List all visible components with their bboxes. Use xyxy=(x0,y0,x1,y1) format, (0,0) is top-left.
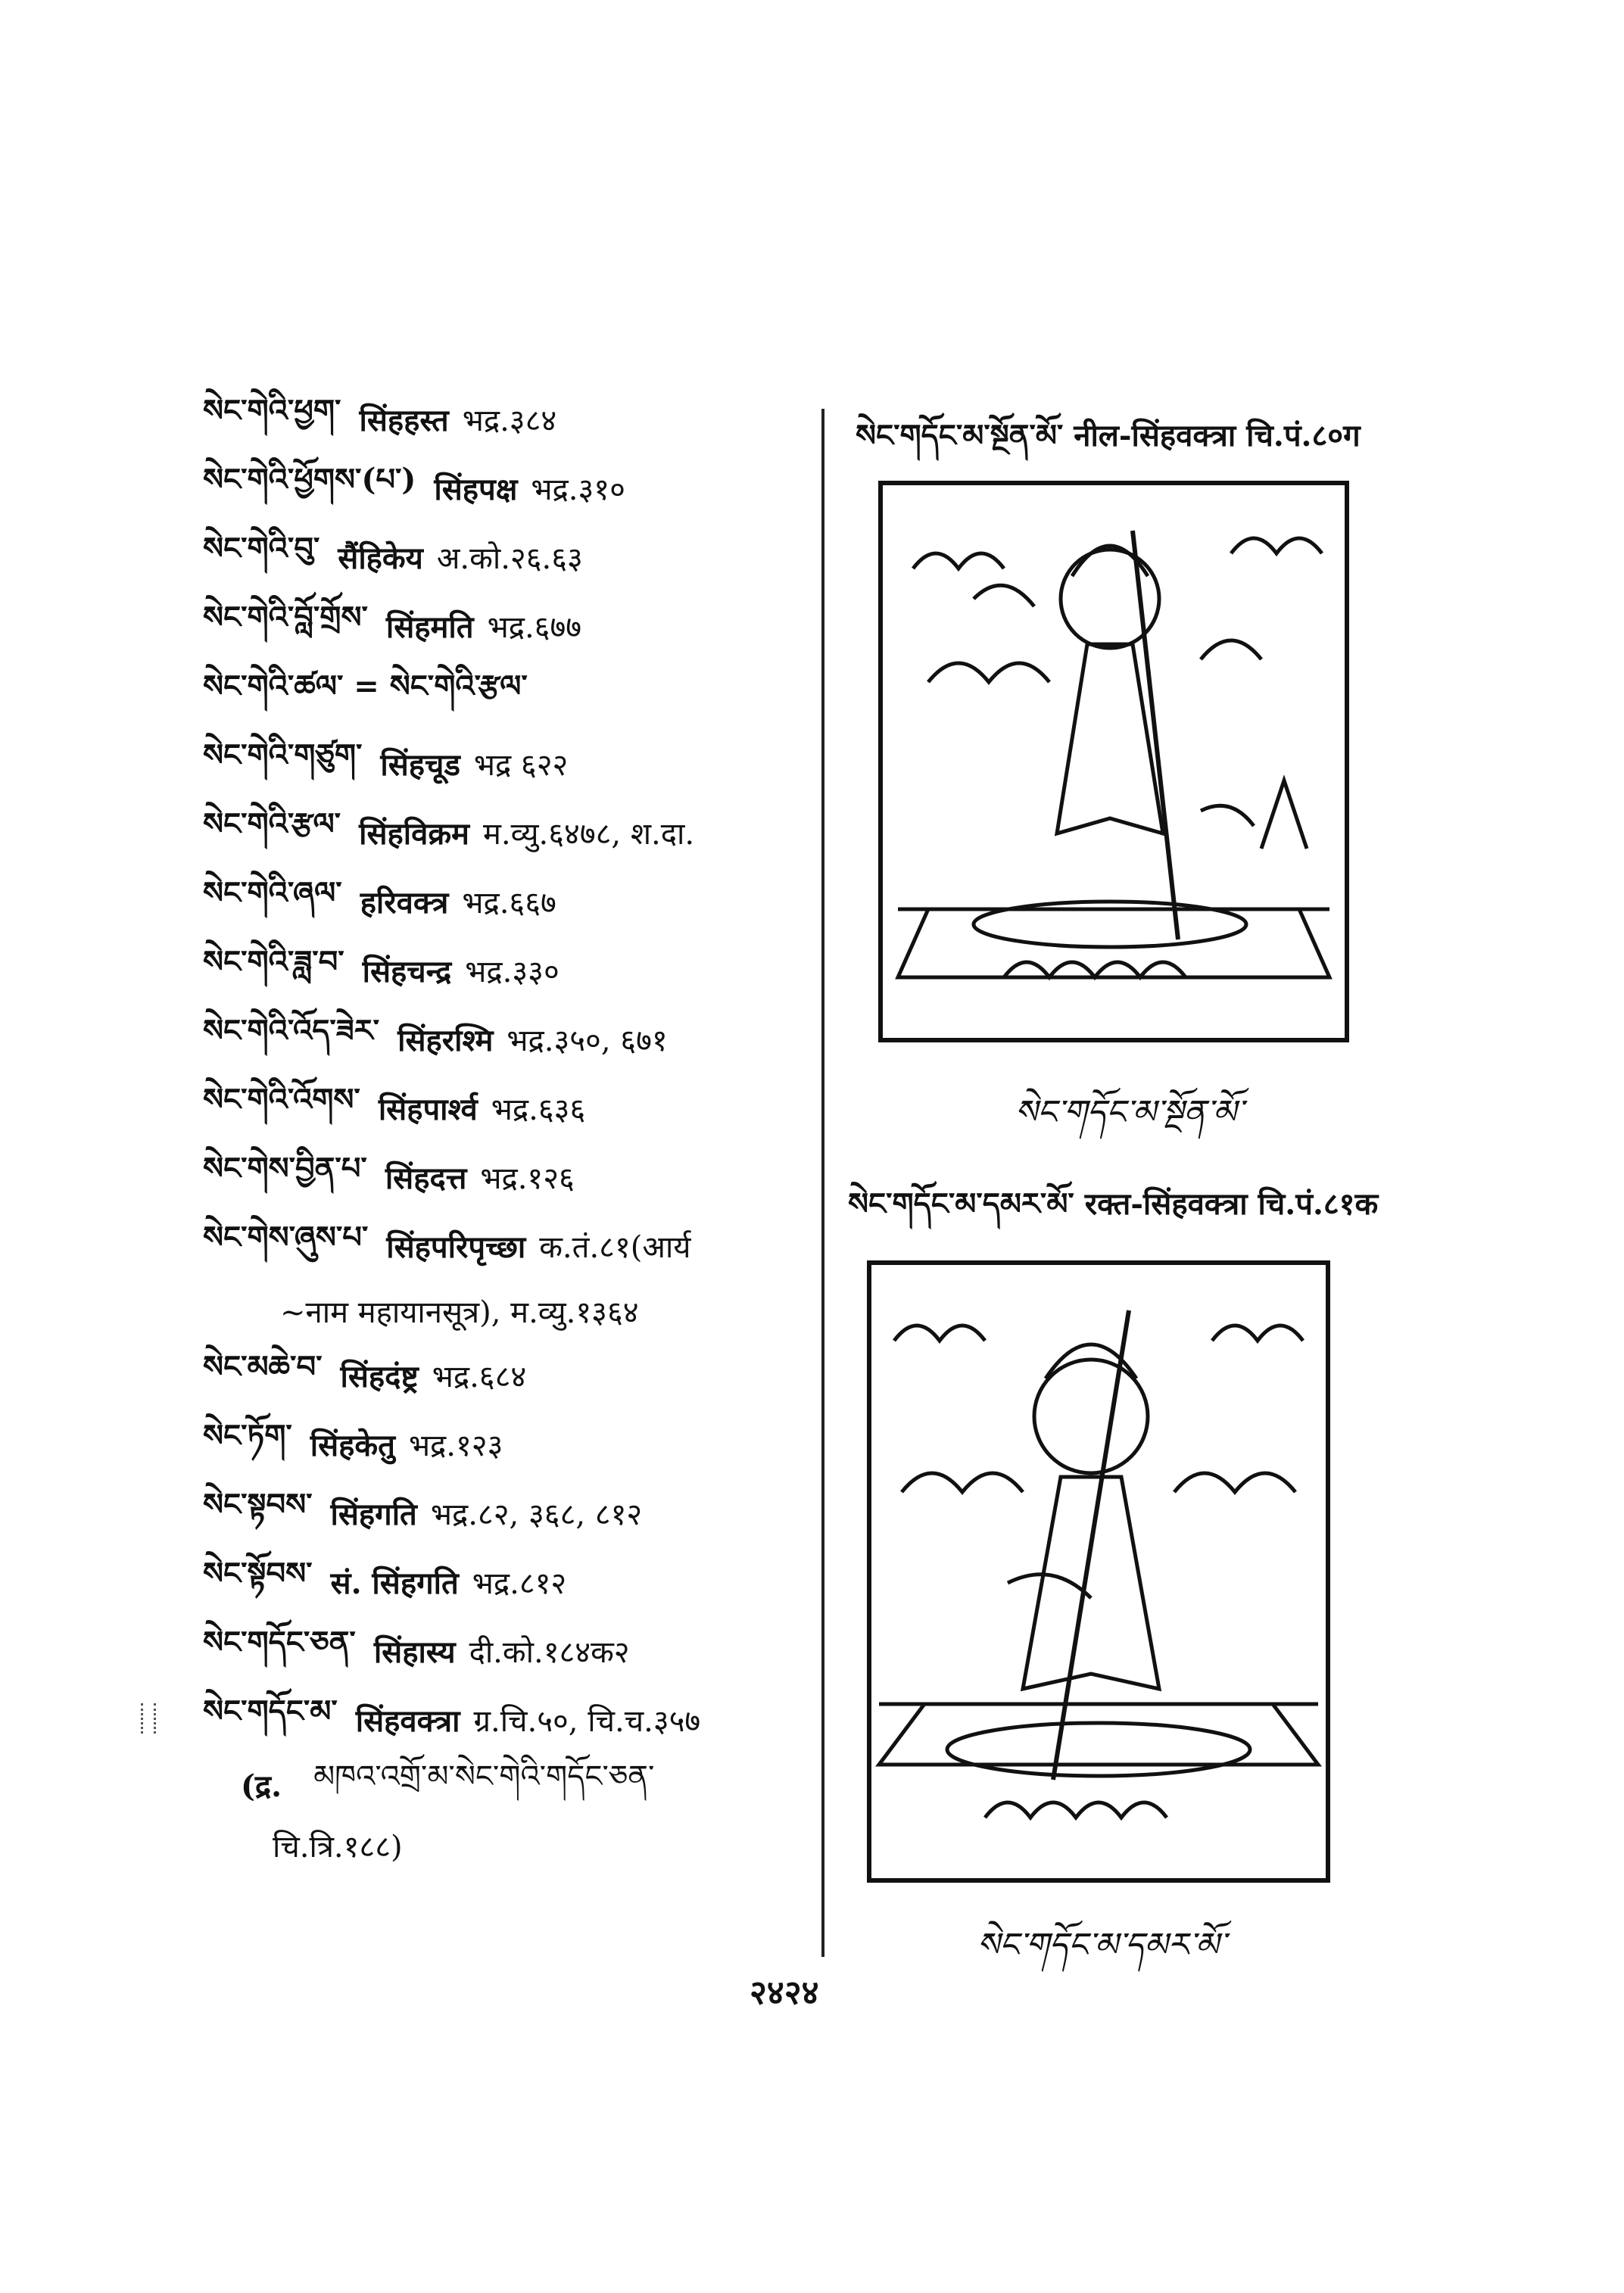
entry xyxy=(203,1478,809,1547)
entry-reference: अ.को.२६.६३ xyxy=(436,541,583,576)
entry-continuation xyxy=(203,1815,809,1875)
entry xyxy=(203,522,809,591)
entry-tibetan: སེང་གེའི་ཕྱོགས་(པ་) xyxy=(203,462,416,497)
entry-tibetan: སེང་སྟོབས་ xyxy=(203,1556,313,1591)
entry xyxy=(203,1341,809,1410)
entry xyxy=(203,1073,809,1142)
entry-sanskrit: सिंहपार्श्व xyxy=(378,1092,478,1127)
entry-reference: दी.को.१८४क२ xyxy=(469,1635,630,1670)
entry-reference: भद्र.८१२ xyxy=(472,1566,567,1601)
entry-list xyxy=(203,385,809,1875)
deity-illustration-icon xyxy=(883,485,1345,1038)
figure-illustration xyxy=(878,481,1349,1042)
entry-tibetan: སེང་གེས་ཞུས་པ་ xyxy=(203,1220,369,1255)
entry-tibetan: སེང་གེའི་ཚལ་ = སེང་གེའི་རྩལ་ xyxy=(203,668,528,704)
figure-subcaption: སེང་གདོང་མ་སྔོན་མོ་ xyxy=(1015,1093,1243,1132)
entry-reference: ~नाम महायानसूत्र), म.व्यु.१३६४ xyxy=(280,1294,639,1330)
entry-sanskrit: सं. सिंहगति xyxy=(330,1566,459,1601)
entry-sanskrit: सिंहदंष्ट्र xyxy=(340,1359,419,1394)
entry-tibetan: (द्र. xyxy=(241,1768,282,1804)
entry-reference: ग्र.चि.५०, चि.च.३५७ xyxy=(473,1704,701,1739)
entry-reference: भद्र.३३० xyxy=(465,955,560,989)
page-number: २४२४ xyxy=(750,1974,819,2012)
entry-tibetan: སེང་ཏོག་ xyxy=(203,1418,292,1453)
entry xyxy=(203,660,809,729)
entry-sanskrit: सिंहास्य xyxy=(373,1634,456,1670)
entry-reference: भद्र.६६७ xyxy=(462,886,556,921)
entry-reference: भद्र.८२, ३६८, ८१२ xyxy=(430,1497,643,1532)
entry xyxy=(203,729,809,798)
entry-sanskrit: सिंहपरिपृच्छा xyxy=(386,1229,526,1265)
entry-reference: क.तं.८१(आर्य xyxy=(539,1230,691,1265)
figure-subcaption: སེང་གདོང་མ་དམར་མོ་ xyxy=(977,1926,1226,1964)
entry-reference: མཁའ་འགྲོ་མ་སེང་གེའི་གདོང་ཅན་ xyxy=(313,1759,655,1794)
entry-reference: भद्र.३५०, ६७१ xyxy=(507,1023,668,1058)
entry xyxy=(203,936,809,1005)
entry-continuation xyxy=(203,1754,809,1815)
entry-tibetan: སེང་སྟབས་ xyxy=(203,1487,313,1522)
entry-sanskrit: सैंहिकेय xyxy=(338,541,423,576)
entry-sanskrit: सिंहचूड xyxy=(380,747,460,783)
entry-sanskrit: सिंहकेतु xyxy=(310,1428,395,1463)
entry-tibetan: སེང་གེའི་རྩལ་ xyxy=(203,806,341,842)
entry-reference: भद्र.६८४ xyxy=(432,1360,527,1394)
entry xyxy=(203,1211,809,1280)
entry-sanskrit: सिंहमति xyxy=(385,609,474,645)
entry xyxy=(203,591,809,660)
entry xyxy=(203,1410,809,1478)
entry-tibetan: སེང་གེའི་འོད་ཟེར་ xyxy=(203,1013,380,1048)
entry-tibetan: སེང་གེའི་བུ་ xyxy=(203,531,320,566)
entry xyxy=(203,867,809,936)
entry xyxy=(203,1547,809,1616)
margin-marker xyxy=(141,1703,156,1734)
entry-tibetan: སེང་གེའི་བློ་གྲོས་ xyxy=(203,600,368,635)
deity-illustration-icon xyxy=(871,1265,1326,1878)
entry xyxy=(203,1616,809,1685)
entry-reference: भद्र.३१० xyxy=(531,472,625,507)
entry-reference: भद्र.१२३ xyxy=(408,1428,503,1463)
entry-reference: चि.त्रि.१८८) xyxy=(273,1829,403,1865)
entry xyxy=(203,1005,809,1073)
entry-tibetan: སེང་གེའི་ཕྱག་ xyxy=(203,393,341,428)
entry-sanskrit: सिंहवक्त्रा xyxy=(355,1703,460,1739)
figure-caption: སེང་གདོང་མ་དམར་མོ་ रक्त-सिंहवक्त्रा चि.पं.८१क xyxy=(848,1186,1379,1222)
entry-tibetan: སེང་གདོང་མ་ xyxy=(203,1693,338,1729)
entry-sanskrit: सिंहपक्ष xyxy=(434,472,518,507)
entry xyxy=(203,1142,809,1211)
entry-continuation xyxy=(203,1280,809,1341)
entry-sanskrit: सिंहदत्त xyxy=(385,1161,467,1196)
entry-tibetan: སེང་མཆེ་བ་ xyxy=(203,1349,323,1385)
entry-tibetan: སེང་གེའི་འོགས་ xyxy=(203,1082,360,1117)
entry-sanskrit: सिंहहस्त xyxy=(359,403,449,438)
entry-reference: भद्र.३८४ xyxy=(462,403,557,438)
entry xyxy=(203,798,809,867)
entry-sanskrit: हरिवक्त्र xyxy=(360,885,449,921)
entry-sanskrit: सिंहगति xyxy=(330,1497,417,1532)
entry-tibetan: སེང་གེས་བྱིན་པ་ xyxy=(203,1151,367,1186)
entry-tibetan: སེང་གེའི་གཙུག་ xyxy=(203,737,363,773)
entry-reference: भद्र ६२२ xyxy=(473,748,569,783)
entry-reference: भद्र.६३६ xyxy=(491,1092,586,1127)
entry-sanskrit: सिंहविक्रम xyxy=(359,816,469,852)
column-divider xyxy=(821,409,824,1957)
entry-sanskrit: सिंहरश्मि xyxy=(397,1023,494,1058)
entry-tibetan: སེང་གདོང་ཅན་ xyxy=(203,1625,356,1660)
entry-reference: भद्र.१२६ xyxy=(480,1161,575,1196)
entry xyxy=(203,385,809,453)
figure-caption: སེང་གདོང་མ་སྔོན་མོ་ नील-सिंहवक्त्रा चि.पं.८०ग xyxy=(856,418,1361,453)
figure-illustration xyxy=(867,1260,1330,1883)
entry-reference: म.व्यु.६४७८, श.दा. xyxy=(482,817,695,852)
entry xyxy=(203,453,809,522)
entry-sanskrit: सिंहचन्द्र xyxy=(362,954,452,989)
entry-tibetan: སེང་གེའི་ཞལ་ xyxy=(203,875,342,911)
entry-tibetan: སེང་གེའི་ཟླ་བ་ xyxy=(203,944,344,980)
entry-reference: भद्र.६७७ xyxy=(487,610,582,645)
